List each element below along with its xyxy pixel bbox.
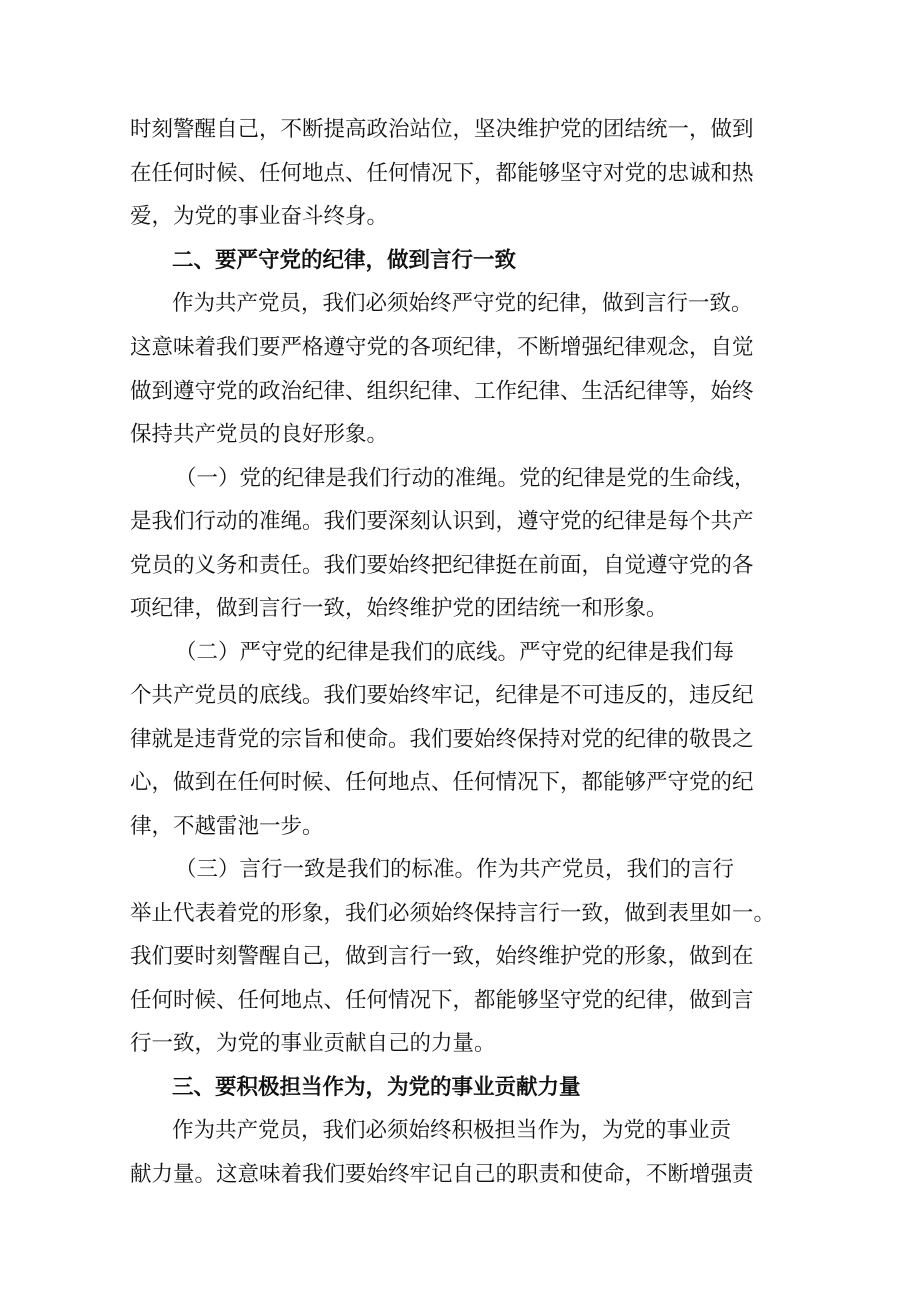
text-line: （一）党的纪律是我们行动的准绳。党的纪律是党的生命线，: [175, 466, 756, 491]
section-heading: 三、要积极担当作为，为党的事业贡献力量: [172, 1075, 581, 1100]
text-line: 心，做到在任何时候、任何地点、任何情况下，都能够严守党的纪: [130, 770, 754, 795]
text-line: 做到遵守党的政治纪律、组织纪律、工作纪律、生活纪律等，始终: [130, 379, 754, 404]
text-line: 在任何时候、任何地点、任何情况下，都能够坚守对党的忠诚和热: [130, 161, 754, 186]
text-line: （二）严守党的纪律是我们的底线。严守党的纪律是我们每: [175, 640, 735, 665]
text-line: 这意味着我们要严格遵守党的各项纪律，不断增强纪律观念，自觉: [130, 335, 754, 360]
text-line: 行一致，为党的事业贡献自己的力量。: [130, 1031, 496, 1056]
text-line: 举止代表着党的形象，我们必须始终保持言行一致，做到表里如一。: [130, 901, 776, 926]
text-line: 我们要时刻警醒自己，做到言行一致，始终维护党的形象，做到在: [130, 944, 754, 969]
text-line: 献力量。这意味着我们要始终牢记自己的职责和使命，不断增强责: [130, 1162, 754, 1187]
text-line: 项纪律，做到言行一致，始终维护党的团结统一和形象。: [130, 596, 668, 621]
text-line: 作为共产党员，我们必须始终积极担当作为，为党的事业贡: [172, 1118, 732, 1143]
text-line: 爱，为党的事业奋斗终身。: [130, 204, 389, 229]
text-line: 保持共产党员的良好形象。: [130, 422, 389, 447]
section-heading: 二、要严守党的纪律，做到言行一致: [172, 248, 517, 273]
text-line: 时刻警醒自己，不断提高政治站位，坚决维护党的团结统一，做到: [130, 117, 754, 142]
text-line: 个共产党员的底线。我们要始终牢记，纪律是不可违反的，违反纪: [130, 683, 754, 708]
text-line: 任何时候、任何地点、任何情况下，都能够坚守党的纪律，做到言: [130, 988, 754, 1013]
text-line: 党员的义务和责任。我们要始终把纪律挺在前面，自觉遵守党的各: [130, 553, 754, 578]
text-line: 律就是违背党的宗旨和使命。我们要始终保持对党的纪律的敬畏之: [130, 727, 754, 752]
text-line: 是我们行动的准绳。我们要深刻认识到，遵守党的纪律是每个共产: [130, 509, 754, 534]
text-line: 律，不越雷池一步。: [130, 814, 324, 839]
text-line: （三）言行一致是我们的标准。作为共产党员，我们的言行: [175, 857, 735, 882]
text-line: 作为共产党员，我们必须始终严守党的纪律，做到言行一致。: [172, 291, 753, 316]
